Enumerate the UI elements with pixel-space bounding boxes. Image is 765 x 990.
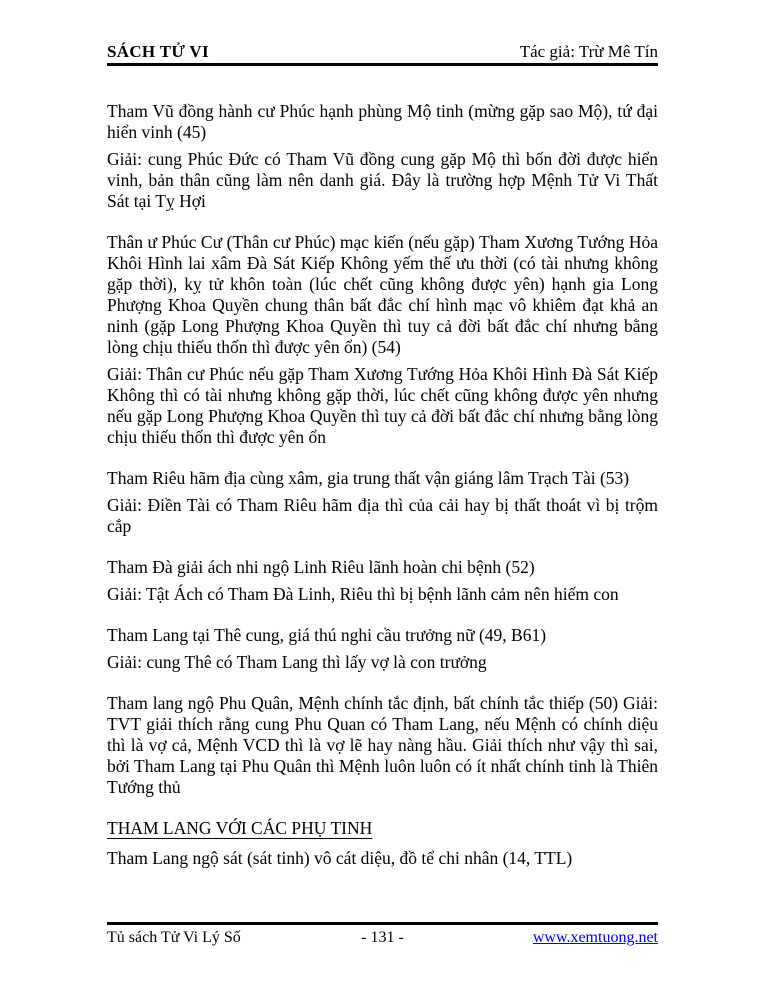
paragraph: Giải: Thân cư Phúc nếu gặp Tham Xương Tướng Hỏa Khôi Hình Đà Sát Kiếp Không thì có tài nhưng không gặp thời, lúc chết cũng không được yên nhưng nếu gặp Long Phượng Khoa Quyền thì tuy cả đời bất đắc chí nhưng bằng lòng chịu thiếu thốn thì được yên ổn (107, 364, 658, 447)
section-heading: THAM LANG VỚI CÁC PHỤ TINH (107, 818, 373, 838)
paragraph: Giải: cung Phúc Đức có Tham Vũ đồng cung gặp Mộ thì bốn đời được hiển vinh, bản thân cũng làm nên danh giá. Đây là trường hợp Mệnh Tử Vi Thất Sát tại Tỵ Hợi (107, 149, 658, 211)
footer-page-number: - 131 - (361, 929, 404, 946)
paragraph: Tham Lang tại Thê cung, giá thú nghi cầu trưởng nữ (49, B61) (107, 625, 547, 645)
paragraph: Tham lang ngộ Phu Quân, Mệnh chính tắc định, bất chính tắc thiếp (50) Giải: TVT giải thích rằng cung Phu Quan có Tham Lang, nếu Mệnh có chính diệu thì là vợ cả, Mệnh VCD thì là vợ lẽ hay nàng hầu. Giải thích như vậy thì sai, bởi Tham Lang tại Phu Quân thì Mệnh luôn luôn có ít nhất chính tinh là Thiên Tướng thủ (107, 693, 658, 797)
page-footer (107, 928, 658, 947)
page-header (107, 41, 658, 62)
footer-divider (107, 922, 658, 925)
paragraph: Tham Vũ đồng hành cư Phúc hạnh phùng Mộ tinh (mừng gặp sao Mộ), tứ đại hiển vinh (45) (107, 101, 658, 142)
paragraph: Giải: Tật Ách có Tham Đà Linh, Riêu thì bị bệnh lãnh cảm nên hiếm con (107, 584, 619, 604)
footer-series-title: Tủ sách Tử Vi Lý Số (107, 929, 241, 946)
header-author: Tác giả: Trừ Mê Tín (519, 42, 658, 61)
paragraph: Tham Riêu hãm địa cùng xâm, gia trung thất vận giáng lâm Trạch Tài (53) (107, 468, 630, 488)
footer-link-wrap (404, 928, 658, 947)
paragraph: Tham Đà giải ách nhi ngộ Linh Riêu lãnh hoàn chi bệnh (52) (107, 557, 535, 577)
footer-website-link[interactable]: www.xemtuong.net (532, 929, 658, 946)
document-body (107, 101, 658, 875)
paragraph: Thân ư Phúc Cư (Thân cư Phúc) mạc kiến (nếu gặp) Tham Xương Tướng Hỏa Khôi Hình lai xâm Đà Sát Kiếp Không yếm thế ưu thời (có tài nhưng không gặp thời), kỵ tử khôn toàn (lúc chết cũng không được yên) hạnh gia Long Phượng Khoa Quyền chung thân bất đắc chí hình mạc vô khiêm đạt khả an ninh (gặp Long Phượng Khoa Quyền thì tuy cả đời bất đắc chí nhưng bằng lòng chịu thiếu thốn thì được yên ổn) (54) (107, 232, 658, 357)
header-book-title: SÁCH TỬ VI (107, 42, 209, 61)
paragraph: Giải: Điền Tài có Tham Riêu hãm địa thì của cải hay bị thất thoát vì bị trộm cắp (107, 495, 658, 536)
paragraph: Tham Lang ngộ sát (sát tinh) vô cát diệu, đồ tể chi nhân (14, TTL) (107, 848, 573, 868)
paragraph: Giải: cung Thê có Tham Lang thì lấy vợ là con trưởng (107, 652, 487, 672)
header-divider (107, 63, 658, 66)
